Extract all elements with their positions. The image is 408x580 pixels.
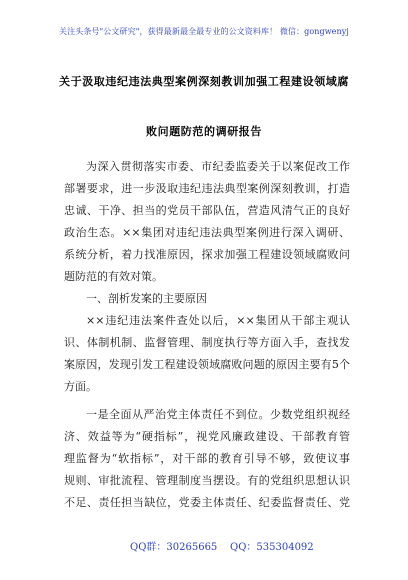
document-title-line-1: 关于汲取违纪违法典型案例深刻教训加强工程建设领域腐 [59,75,349,88]
paragraph-line: 题防范的有效对策。 [64,270,163,283]
paragraph-line: 政治生态。××集团对违纪违法典型案例进行深入调研、 [64,226,350,239]
paragraph-line: 方面。 [64,380,97,393]
paragraph-line: 为深入贯彻落实市委、市纪委监委关于以案促改工作 [86,160,350,173]
paragraph-line: 规则、审批流程、管理制度当摆设。有的党组织思想认识 [64,474,350,487]
document-body [64,156,350,514]
paragraph-line: 忠诚、干净、担当的党员干部队伍，营造风清气正的良好 [64,204,350,217]
paragraph-line: 理监督为“软指标”，对干部的教育引导不够，致使议事 [64,452,350,465]
promo-header: 关注头条号"公文研究"，获得最新最全最专业的公文资料库！ 微信：gongwenyj [59,27,349,36]
qq-number: QQ：535304092 [230,542,314,553]
paragraph-line: 一是全面从严治党主体责任不到位。少数党组织视经 [86,408,350,421]
paragraph-line: ××违纪违法案件查处以后，××集团从干部主观认 [86,314,350,327]
document-title-line-2: 败问题防范的调研报告 [146,125,262,138]
paragraph-line: 案原因，发现引发工程建设领域腐败问题的原因主要有5个 [64,358,350,371]
paragraph-2 [64,310,350,398]
paragraph-line: 不足、责任担当缺位，党委主体责任、纪委监督责任、党 [64,496,350,509]
paragraph-line: 系统分析，着力找准原因，探求加强工程建设领域腐败问 [64,248,350,261]
paragraph-3 [64,404,350,514]
paragraph-line: 识、体制机制、监督管理、制度执行等方面入手，查找发 [64,336,350,349]
paragraph-line: 济、效益等为“硬指标”，视党风廉政建设、干部教育管 [64,430,350,443]
qq-group-number: QQ群：30265665 [130,542,218,553]
section-heading: 一、剖析发案的主要原因 [86,292,207,305]
paragraph-line: 部署要求，进一步汲取违纪违法典型案例深刻教训，打造 [64,182,350,195]
paragraph-1 [64,156,350,288]
